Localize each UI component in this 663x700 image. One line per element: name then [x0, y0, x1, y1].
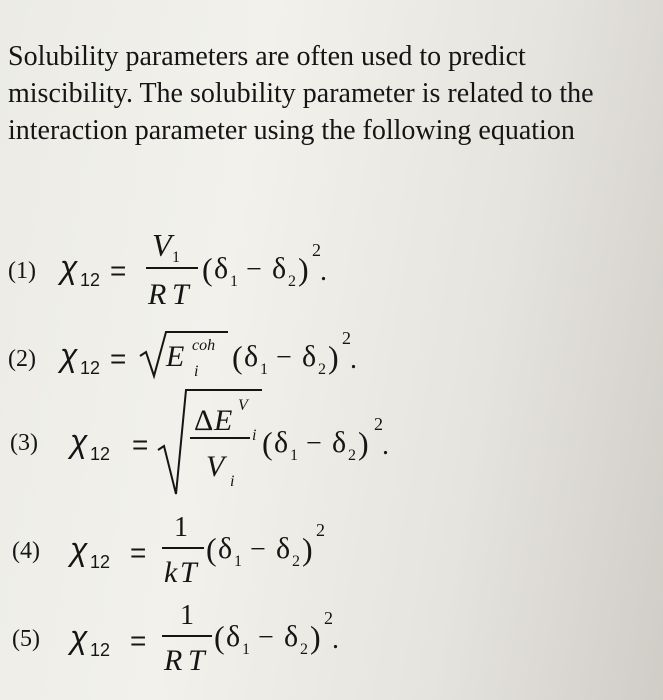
equals-sign: =: [110, 343, 127, 374]
minus-sign: −: [246, 254, 262, 285]
delta-symbol: δ: [214, 252, 229, 285]
chi-symbol: χ: [60, 337, 78, 373]
chi-symbol: χ: [70, 423, 88, 459]
superscript: 2: [324, 608, 333, 628]
paren: (: [262, 425, 273, 461]
paren: (: [206, 531, 217, 567]
delta-subscript: 2: [348, 447, 356, 464]
paren: (: [202, 251, 213, 287]
numerator: 1: [174, 512, 188, 543]
delta-symbol: δ: [302, 340, 317, 373]
denominator: T: [172, 278, 189, 311]
equation-1: [0, 222, 663, 312]
denominator: k: [164, 556, 178, 589]
equals-sign: =: [130, 625, 147, 656]
chi-subscript: 12: [90, 444, 111, 464]
superscript: 2: [342, 328, 351, 348]
denominator: R: [164, 644, 183, 677]
paren: (: [214, 619, 225, 655]
delta-symbol: δ: [274, 426, 289, 459]
paren: ): [328, 339, 339, 375]
equation-number: (5): [12, 626, 40, 652]
numerator: Δ: [194, 404, 214, 437]
radicand: E: [166, 340, 185, 373]
delta-symbol: δ: [284, 620, 299, 653]
chi-subscript: 12: [80, 358, 101, 378]
paren: ): [358, 425, 369, 461]
equation-5: [0, 596, 663, 686]
intro-paragraph: Solubility parameters are often used to predict miscibility. The solubility parameter is related to the interaction parameter using the following equation: [8, 41, 594, 146]
paren: (: [232, 339, 243, 375]
equals-sign: =: [130, 537, 147, 568]
numerator: 1: [180, 600, 194, 631]
paren: ): [298, 251, 309, 287]
period: .: [382, 430, 389, 461]
chi-symbol: χ: [70, 531, 88, 567]
equation-3: [0, 388, 663, 490]
period: .: [332, 624, 339, 655]
delta-symbol: δ: [272, 252, 287, 285]
minus-sign: −: [276, 342, 292, 373]
subscript: i: [230, 473, 235, 490]
chi-symbol: χ: [60, 249, 78, 285]
superscript: coh: [192, 337, 216, 354]
period: .: [350, 344, 357, 375]
delta-symbol: δ: [226, 620, 241, 653]
numerator-subscript: 1: [172, 249, 180, 266]
equation-4: [0, 506, 663, 596]
denominator: V: [206, 450, 225, 483]
chi-subscript: 12: [80, 270, 101, 290]
delta-symbol: δ: [276, 532, 291, 565]
delta-subscript: 1: [242, 641, 250, 658]
delta-subscript: 1: [234, 553, 242, 570]
subscript: i: [194, 363, 199, 380]
delta-subscript: 1: [290, 447, 298, 464]
delta-symbol: δ: [332, 426, 347, 459]
delta-subscript: 2: [288, 273, 296, 290]
numerator: E: [214, 404, 233, 437]
minus-sign: −: [258, 622, 274, 653]
equals-sign: =: [110, 255, 127, 286]
equals-sign: =: [132, 429, 149, 460]
chi-subscript: 12: [90, 640, 111, 660]
numerator: V: [152, 227, 172, 263]
superscript: 2: [316, 520, 325, 540]
delta-subscript: 1: [260, 361, 268, 378]
superscript: 2: [312, 240, 321, 260]
equation-number: (4): [12, 538, 40, 564]
minus-sign: −: [250, 534, 266, 565]
delta-symbol: δ: [218, 532, 233, 565]
period: .: [320, 256, 327, 287]
superscript: V: [238, 397, 248, 414]
denominator: R: [148, 278, 167, 311]
denominator: T: [180, 556, 197, 589]
paren: ): [302, 531, 313, 567]
denominator: T: [188, 644, 205, 677]
delta-subscript: 2: [318, 361, 326, 378]
minus-sign: −: [306, 428, 322, 459]
delta-subscript: 2: [292, 553, 300, 570]
equation-number: (3): [10, 430, 38, 456]
equation-number: (1): [8, 258, 36, 284]
paren: ): [310, 619, 321, 655]
equation-number: (2): [8, 346, 36, 372]
delta-subscript: 1: [230, 273, 238, 290]
delta-subscript: 2: [300, 641, 308, 658]
chi-symbol: χ: [70, 619, 88, 655]
superscript: 2: [374, 414, 383, 434]
chi-subscript: 12: [90, 552, 111, 572]
delta-symbol: δ: [244, 340, 259, 373]
subscript: i: [252, 427, 257, 444]
